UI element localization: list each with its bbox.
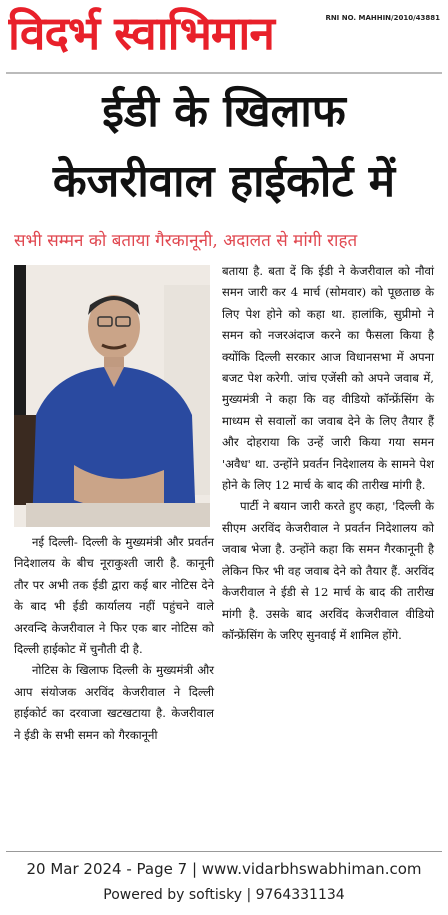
footer-date-website: 20 Mar 2024 - Page 7 | www.vidarbhswabhiman.com bbox=[26, 860, 422, 878]
rni-number: RNI NO. MAHHIN/2010/43881 bbox=[325, 14, 440, 22]
masthead bbox=[0, 0, 448, 78]
footer-credits: Powered by softisky | 9764331134 bbox=[103, 887, 345, 903]
article-photo bbox=[14, 265, 210, 527]
article-paragraph: बताया है. बता दें कि ईडी ने केजरीवाल को नौवां समन जारी कर 4 मार्च (सोमवार) को पूछताछ के लिए पेश होने को कहा था. हालांकि, सुप्रीमो ने समन को नजरअंदाज करने का फैसला किया है क्योंकि दिल्ली सरकार आज विधानसभा में अपना बजट पेश करेगी. जांच एजेंसी को अपने जवाब में, मुख्यमंत्री ने कहा कि वह वीडियो कॉन्फ्रेंसिंग के माध्यम से सवालों का जवाब देने के लिए तैयार हैं और दोहराया कि उन्हें जारी किया गया समन 'अवैध' था. उन्होंने प्रवर्तन निदेशालय के सामने पेश होने के लिए 12 मार्च के बाद की तारीख मांगी है. bbox=[222, 264, 434, 493]
newspaper-logo: विदर्भ स्वाभिमान bbox=[8, 6, 274, 60]
subheadline: सभी सम्मन को बताया गैरकानूनी, अदालत से मांगी राहत bbox=[14, 231, 358, 251]
article-column-right bbox=[222, 261, 434, 646]
article-paragraph: नई दिल्ली- दिल्ली के मुख्यमंत्री और प्रवर्तन निदेशालय के बीच नूराकुश्ती जारी है. कानूनी तौर पर अभी तक ईडी द्वारा कई बार नोटिस देने के बाद भी ईडी कार्यालय नहीं पहुंचने वाले अरवन्दि केजरीवाल ने फिर एक बार नोटिस को दिल्ली हाईकोट में चुनौती दी है. bbox=[14, 535, 214, 657]
man-portrait-image bbox=[14, 265, 210, 527]
headline-line-2: केजरीवाल हाईकोर्ट में bbox=[52, 156, 396, 207]
footer-divider bbox=[6, 851, 442, 852]
masthead-divider bbox=[6, 72, 442, 74]
article-paragraph: नोटिस के खिलाफ दिल्ली के मुख्यमंत्री और आप संयोजक अरविंद केजरीवाल ने दिल्ली हाईकोर्ट का दरवाजा खटखटाया है. केजरीवाल ने ईडी के सभी समन को गैरकानूनी bbox=[14, 663, 214, 742]
headline-line-1: ईडी के खिलाफ bbox=[102, 86, 346, 137]
article-column-left bbox=[14, 532, 214, 746]
article-paragraph: पार्टी ने बयान जारी करते हुए कहा, 'दिल्ली के सीएम अरविंद केजरीवाल ने प्रवर्तन निदेशालय को जवाब भेजा है. उन्होंने कहा कि समन गैरकानूनी है लेकिन फिर भी वह जवाब देने को तैयार हैं. अरविंद केजरीवाल ने ईडी से 12 मार्च के बाद की तारीख मांगी है. उसके बाद अरविंद केजरीवाल वीडियो कॉन्फ्रेंसिंग के जरिए सुनवाई में शामिल होंगे. bbox=[222, 499, 434, 642]
